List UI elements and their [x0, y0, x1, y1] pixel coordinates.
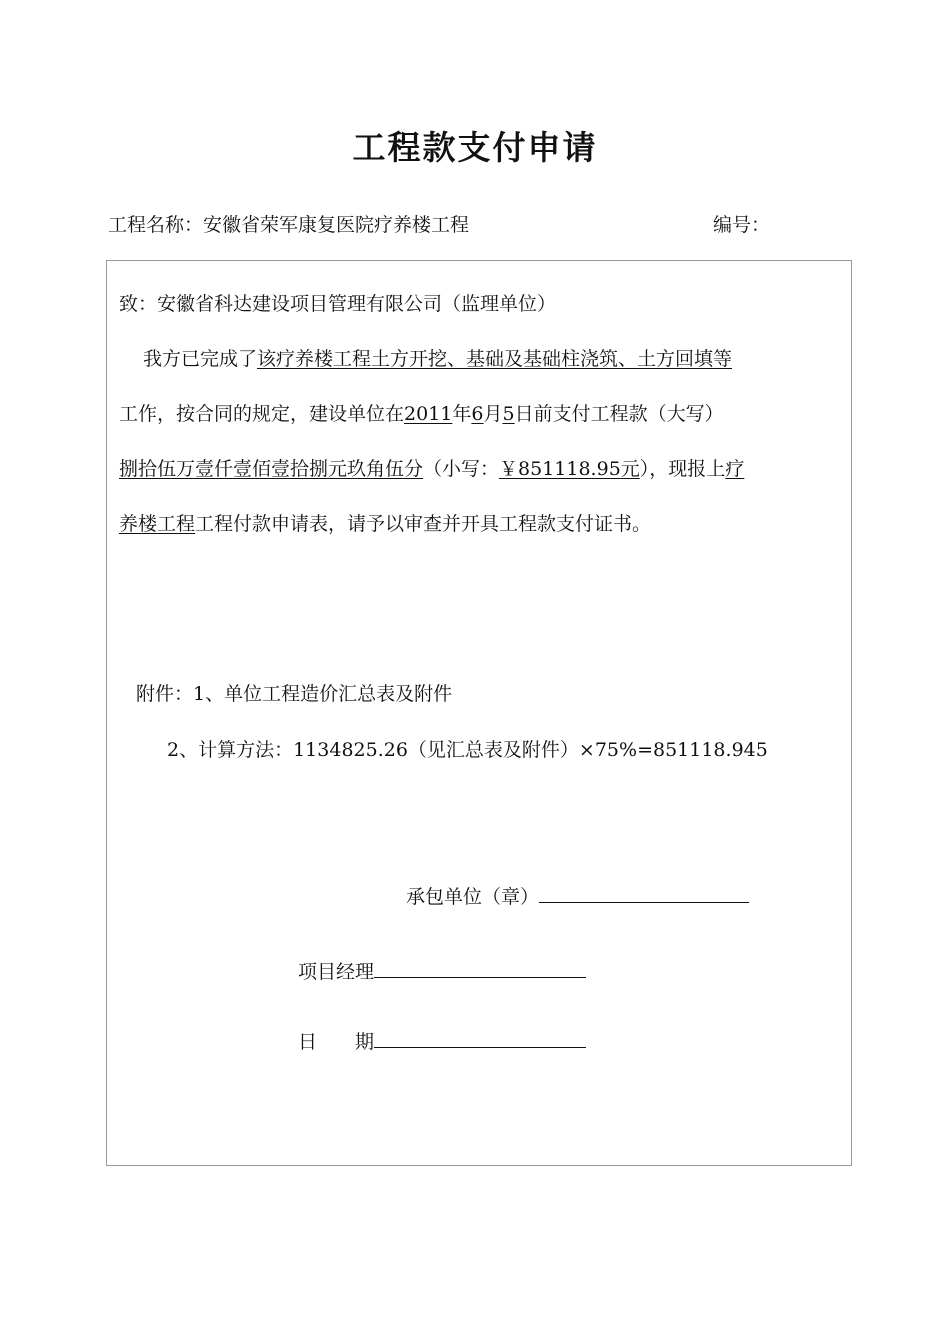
project-info-row: [108, 210, 808, 240]
date-signature-row: [298, 1025, 586, 1057]
project-label: 工程名称：: [108, 214, 204, 236]
attachment-line-2: 2、计算方法：1134825.26（见汇总表及附件）×75%=851118.945: [167, 739, 768, 761]
manager-label: 项目经理: [298, 961, 375, 983]
project-short-name: 养楼工程: [119, 513, 196, 535]
application-form-box: [106, 260, 852, 1166]
paragraph-line-4: 养楼工程工程付款申请表，请予以审查并开具工程款支付证书。: [119, 513, 652, 535]
manager-signature-line: [374, 955, 586, 978]
project-name: 安徽省荣军康复医院疗养楼工程: [203, 214, 470, 236]
paragraph-line-2: 工作，按合同的规定，建设单位在2011年6月5日前支付工程款（大写）: [119, 403, 724, 425]
amount-in-figures: ￥851118.95: [499, 458, 621, 480]
contractor-label: 承包单位（章）: [406, 886, 540, 908]
manager-signature-row: [298, 955, 586, 987]
amount-in-words: 捌拾伍万壹仟壹佰壹拾捌元玖角伍分: [119, 458, 424, 480]
paragraph-line-3: 捌拾伍万壹仟壹佰壹拾捌元玖角伍分（小写：￥851118.95元），现报上疗: [119, 458, 745, 480]
payment-month: 6: [471, 403, 484, 425]
date-label: 日 期: [298, 1031, 375, 1053]
number-label: 编号：: [713, 214, 771, 236]
project-field: [108, 210, 469, 237]
date-signature-line: [374, 1025, 586, 1048]
paragraph-line-1: 我方已完成了该疗养楼工程土方开挖、基础及基础柱浇筑、土方回填等: [143, 348, 733, 370]
addressee-line: 致：安徽省科达建设项目管理有限公司（监理单位）: [119, 293, 557, 315]
payment-year: 2011: [404, 403, 453, 425]
payment-day: 5: [502, 403, 515, 425]
work-scope: 该疗养楼工程土方开挖、基础及基础柱浇筑、土方回填等: [257, 348, 733, 370]
attachment-line-1: 附件：1、单位工程造价汇总表及附件: [136, 683, 453, 705]
contractor-signature-line: [539, 880, 749, 903]
contractor-signature-row: [406, 880, 749, 912]
document-title: 工程款支付申请: [352, 128, 598, 167]
